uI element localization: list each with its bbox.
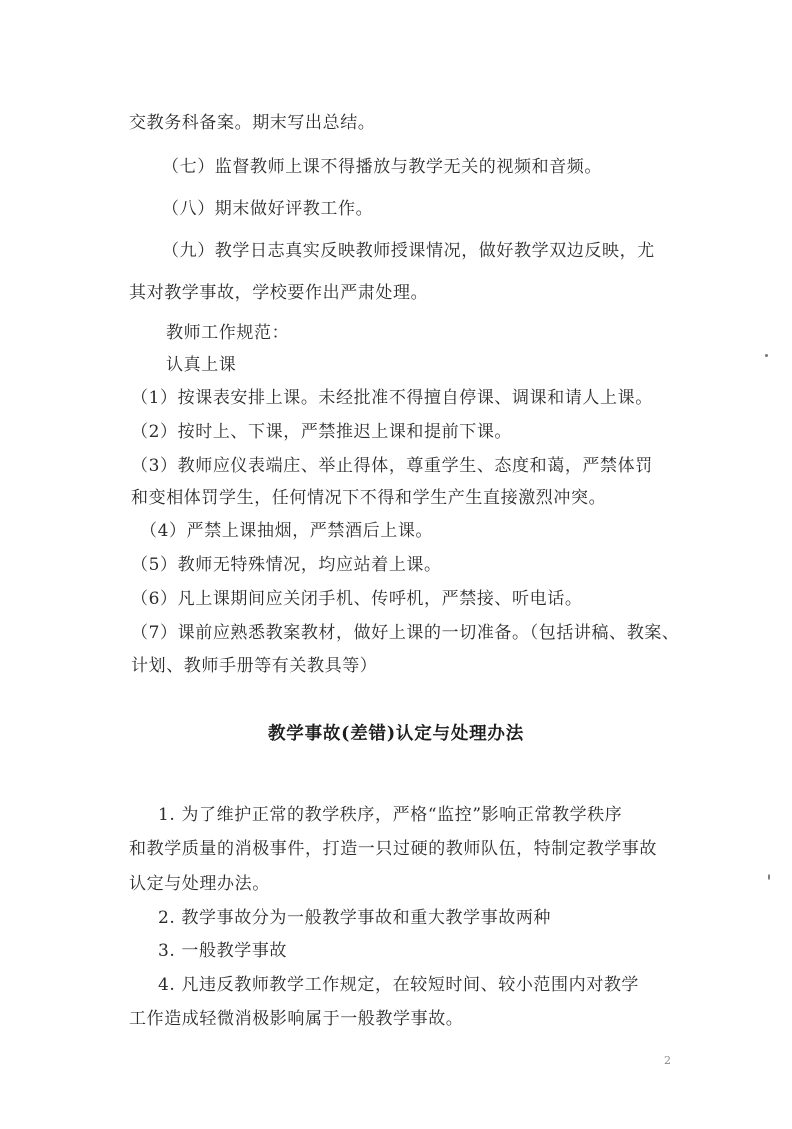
paragraph-line: 2. 教学事故分为一般教学事故和重大教学事故两种	[158, 908, 552, 928]
page-number: 2	[664, 1054, 671, 1067]
paragraph-line: （九）教学日志真实反映教师授课情况，做好教学双边反映，尤	[162, 241, 655, 261]
paragraph-line: 1. 为了维护正常的教学秩序，严格“监控”影响正常教学秩序	[158, 805, 623, 825]
norm-item: 计划、教师手册等有关教具等）	[131, 656, 378, 676]
norm-item: （1）按课表安排上课。未经批准不得擅自停课、调课和请人上课。	[131, 388, 653, 408]
norm-item: （6）凡上课期间应关闭手机、传呼机，严禁接、听电话。	[131, 589, 583, 609]
norm-item: 和变相体罚学生，任何情况下不得和学生产生直接激烈冲突。	[131, 488, 607, 508]
norms-subtitle: 认真上课	[166, 355, 237, 375]
norm-item: （2）按时上、下课，严禁推迟上课和提前下课。	[131, 422, 513, 442]
norm-item: （5）教师无特殊情况，均应站着上课。	[131, 555, 442, 575]
paragraph-line: 交教务科备案。期末写出总结。	[129, 113, 376, 133]
paragraph-line: 工作造成轻微消极影响属于一般教学事故。	[129, 1009, 464, 1029]
paragraph-line: 和教学质量的消极事件，打造一只过硬的教师队伍，特制定教学事故	[129, 839, 657, 859]
scan-speck	[765, 354, 768, 357]
scan-speck	[768, 874, 770, 880]
paragraph-line: 3. 一般教学事故	[158, 941, 288, 961]
paragraph-line: （七）监督教师上课不得播放与教学无关的视频和音频。	[162, 157, 602, 177]
paragraph-line: 4. 凡违反教师教学工作规定，在较短时间、较小范围内对教学	[158, 975, 640, 995]
norm-item: （7）课前应熟悉教案教材，做好上课的一切准备。（包括讲稿、教案、	[131, 623, 680, 643]
paragraph-line: （八）期末做好评教工作。	[162, 199, 374, 219]
paragraph-line: 认定与处理办法。	[129, 874, 270, 894]
norm-item: （4）严禁上课抽烟，严禁酒后上课。	[140, 521, 434, 541]
paragraph-line: 其对教学事故，学校要作出严肃处理。	[129, 283, 429, 303]
section-heading: 教学事故(差错)认定与处理办法	[267, 724, 525, 744]
norm-item: （3）教师应仪表端庄、举止得体，尊重学生、态度和蔼，严禁体罚	[131, 456, 653, 476]
norms-title: 教师工作规范：	[166, 323, 290, 343]
